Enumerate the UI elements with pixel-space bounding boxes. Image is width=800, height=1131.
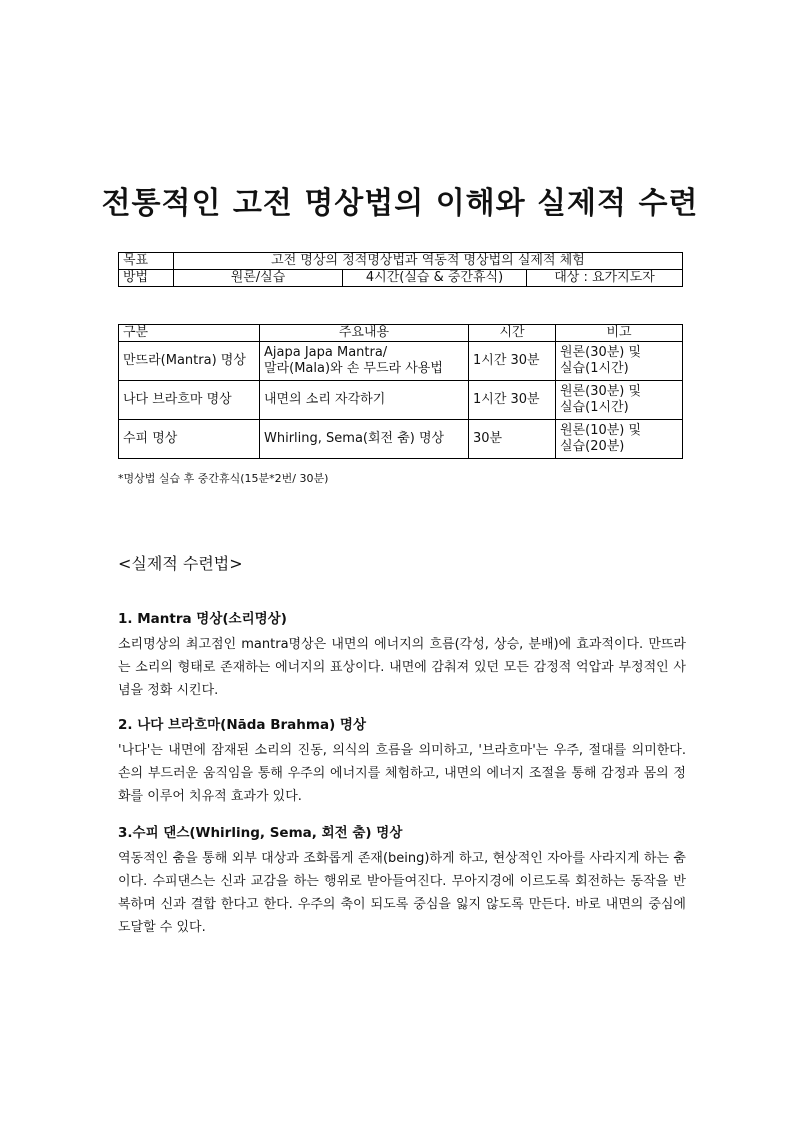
- header-time: 시간: [469, 325, 556, 342]
- schedule-row: [119, 381, 683, 420]
- section-heading: 3.수피 댄스(Whirling, Sema, 회전 춤) 명상: [118, 825, 403, 841]
- footnote: *명상법 실습 후 중간휴식(15분*2번/ 30분): [118, 472, 329, 485]
- duration-value: 4시간(실습 & 중간휴식): [343, 270, 527, 287]
- row-content-line1: Whirling, Sema(회전 춤) 명상: [264, 431, 445, 446]
- section-heading: 2. 나다 브라흐마(Nāda Brahma) 명상: [118, 717, 367, 733]
- row-content: [260, 381, 469, 420]
- row-content-line1: Ajapa Japa Mantra/: [264, 345, 388, 360]
- section-sufi-dance: [118, 821, 686, 939]
- row-note-line1: 원론(10분) 및: [560, 423, 642, 438]
- row-category: 만뜨라(Mantra) 명상: [119, 342, 260, 381]
- header-content: 주요내용: [260, 325, 469, 342]
- schedule-table: [118, 324, 683, 459]
- row-note-line1: 원론(30분) 및: [560, 384, 642, 399]
- section-nada-brahma: [118, 713, 686, 808]
- header-note: 비고: [556, 325, 683, 342]
- row-time: 1시간 30분: [469, 342, 556, 381]
- row-category: 수피 명상: [119, 420, 260, 459]
- row-note-line2: 실습(1시간): [560, 400, 629, 415]
- row-time: 1시간 30분: [469, 381, 556, 420]
- schedule-row: [119, 342, 683, 381]
- method-value: 원론/실습: [174, 270, 343, 287]
- section-body: 역동적인 춤을 통해 외부 대상과 조화롭게 존재(being)하게 하고, 현상적인 자아를 사라지게 하는 춤이다. 수피댄스는 신과 교감을 하는 행위로 받아들여진다. 무아지경에 이르도록 회전하는 동작을 반복하며 신과 결합 한다고 한다. 우주의 축이 되도록 중심을 잃지 않도록 만든다. 바로 내면의 중심에 도달할 수 있다.: [118, 851, 686, 935]
- goal-label: 목표: [119, 253, 174, 270]
- row-note: [556, 342, 683, 381]
- row-content-line2: 말라(Mala)와 손 무드라 사용법: [264, 361, 443, 376]
- target-value: 대상 : 요가지도자: [527, 270, 683, 287]
- header-category: 구분: [119, 325, 260, 342]
- row-category: 나다 브라흐마 명상: [119, 381, 260, 420]
- practice-heading: <실제적 수련법>: [118, 554, 243, 573]
- section-body: 소리명상의 최고점인 mantra명상은 내면의 에너지의 흐름(각성, 상승, 분배)에 효과적이다. 만뜨라는 소리의 형태로 존재하는 에너지의 표상이다. 내면에 감춰져 있던 모든 감정적 억압과 부정적인 사념을 정화 시킨다.: [118, 637, 686, 698]
- row-note-line2: 실습(1시간): [560, 361, 629, 376]
- row-content: [260, 342, 469, 381]
- row-content-line1: 내면의 소리 자각하기: [264, 392, 386, 407]
- page-title: 전통적인 고전 명상법의 이해와 실제적 수련: [101, 186, 699, 221]
- section-heading: 1. Mantra 명상(소리명상): [118, 611, 287, 627]
- section-body: '나다'는 내면에 잠재된 소리의 진동, 의식의 흐름을 의미하고, '브라흐마'는 우주, 절대를 의미한다. 손의 부드러운 움직임을 통해 우주의 에너지를 체험하고, 내면의 에너지 조절을 통해 감정과 몸의 정화를 이루어 치유적 효과가 있다.: [118, 743, 686, 804]
- summary-row-method: [119, 270, 683, 287]
- row-note-line1: 원론(30분) 및: [560, 345, 642, 360]
- row-content: [260, 420, 469, 459]
- schedule-row: [119, 420, 683, 459]
- schedule-header-row: [119, 325, 683, 342]
- summary-row-goal: [119, 253, 683, 270]
- section-mantra: [118, 607, 686, 702]
- row-time: 30분: [469, 420, 556, 459]
- goal-value: 고전 명상의 정적명상법과 역동적 명상법의 실제적 체험: [174, 253, 683, 270]
- row-note: [556, 420, 683, 459]
- row-note-line2: 실습(20분): [560, 439, 625, 454]
- row-note: [556, 381, 683, 420]
- method-label: 방법: [119, 270, 174, 287]
- summary-table: [118, 252, 683, 287]
